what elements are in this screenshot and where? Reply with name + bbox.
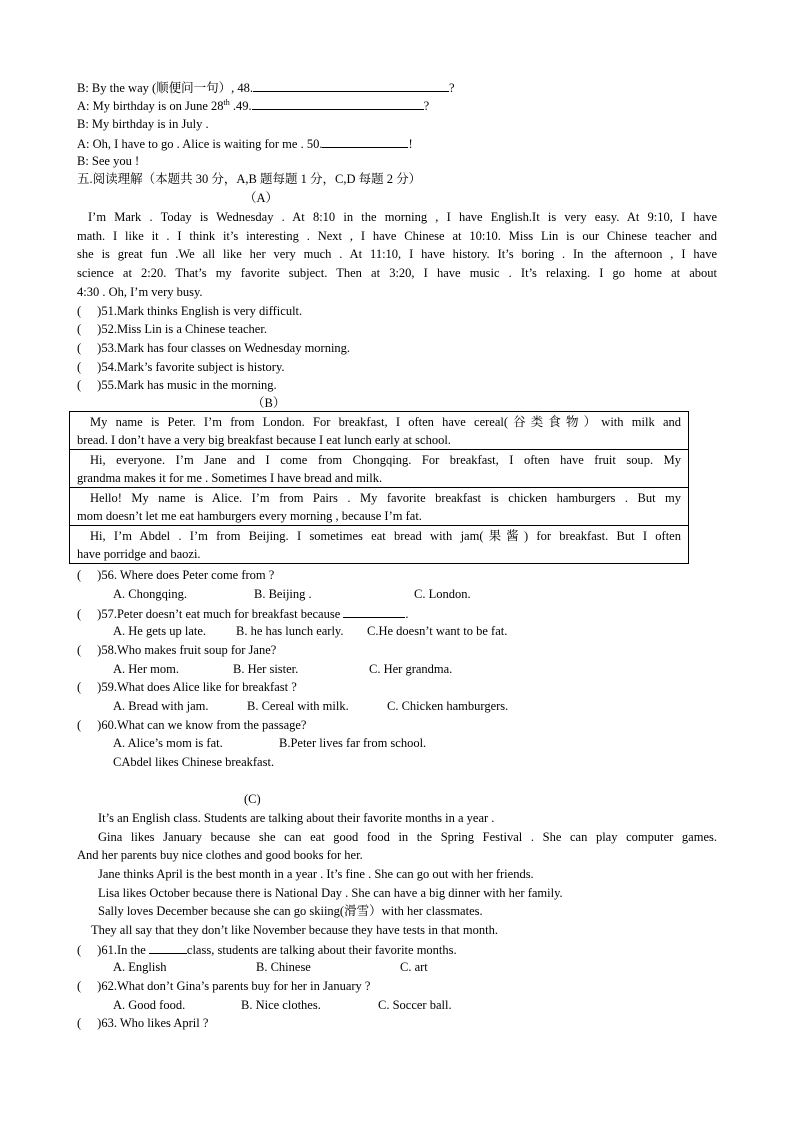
answer-blank-61[interactable] [149,941,187,954]
row-text: My name is Peter. I’m from London. For breakfast, I often have cereal(谷类食物）with milk and [90,415,681,429]
table-row-alice [70,488,688,526]
dialogue-text: .49. [229,99,252,113]
answer-paren[interactable]: ( [77,568,82,582]
passage-c-line: They all say that they don’t like November because they have tests in that month. [91,923,498,937]
dialogue-text: ? [423,99,430,113]
question-text: 53.Mark has four classes on Wednesday morning. [101,341,351,355]
passage-a-line: I’m Mark . Today is Wednesday . At 8:10 in the morning , I have English.It is very easy. At 9:10, I have [88,210,717,224]
dialogue-line-48 [77,79,455,96]
question-57 [77,605,409,622]
option-c[interactable]: C. London. [414,587,471,601]
dialogue-line-50 [77,135,413,152]
question-51 [77,303,302,319]
option-b[interactable]: B.Peter lives far from school. [279,736,427,750]
row-text: grandma makes it for me . Sometimes I have bread and milk. [77,471,383,485]
question-text: . [405,607,409,621]
passage-c-line: Sally loves December because she can go skiing(滑雪）with her classmates. [98,904,483,918]
row-text: Hi, I’m Abdel . I’m from Beijing. I sometimes eat bread with jam(果酱) for breakfast. But I often [90,529,681,543]
passage-a-line: science at 2:20. That’s my favorite subject. Then at 3:20, I have music . It’s relaxing. I go home at about [77,266,717,280]
answer-blank-48[interactable] [253,79,449,92]
row-text: mom doesn’t let me eat hamburgers every morning , because I’m fat. [77,509,422,523]
option-b[interactable]: B. Her sister. [233,662,299,676]
question-52 [77,321,267,337]
option-c[interactable]: C. Chicken hamburgers. [387,699,509,713]
passage-c-line: Jane thinks April is the best month in a year . It’s fine . She can go out with her friends. [98,867,534,881]
question-55 [77,377,277,393]
answer-paren[interactable]: ( [77,680,82,694]
passage-c-line: Gina likes January because she can eat good food in the Spring Festival . She can play computer games. [98,830,717,844]
option-c[interactable]: C. art [400,960,428,974]
passage-a-line: math. I like it . I think it’s interesting . Next , I have Chinese at 10:10. Miss Lin is our Chinese teacher and [77,229,717,243]
answer-paren[interactable]: ) [97,718,102,732]
passage-c-line: And her parents buy nice clothes and good books for her. [77,848,363,862]
passage-a-line: she is great fun .We all like her very much . At 11:10, I have history. It’s boring . In the afternoon , I have [77,247,717,261]
answer-paren[interactable]: ( [77,360,82,374]
answer-paren[interactable]: ) [97,341,102,355]
option-b[interactable]: B. Chinese [256,960,311,974]
answer-paren[interactable]: ) [97,943,102,957]
question-text: 56. Where does Peter come from ? [101,568,275,582]
answer-paren[interactable]: ( [77,718,82,732]
option-a[interactable]: A. Chongqing. [113,587,187,601]
answer-paren[interactable]: ) [97,680,102,694]
passage-label-c: (C) [244,792,261,806]
answer-paren[interactable]: ( [77,304,82,318]
answer-paren[interactable]: ( [77,607,82,621]
answer-paren[interactable]: ) [97,643,102,657]
option-b[interactable]: B. he has lunch early. [236,624,344,638]
answer-paren[interactable]: ( [77,943,82,957]
answer-paren[interactable]: ) [97,378,102,392]
answer-paren[interactable]: ) [97,979,102,993]
answer-blank-50[interactable] [322,135,408,148]
question-text: 60.What can we know from the passage? [101,718,307,732]
question-62 [77,978,370,994]
option-c[interactable]: C.He doesn’t want to be fat. [367,624,508,638]
table-row-abdel [70,526,688,563]
answer-blank-49[interactable] [252,97,424,110]
dialogue-line: B: See you ! [77,154,140,168]
table-row-peter [70,412,688,450]
answer-paren[interactable]: ( [77,322,82,336]
option-b[interactable]: B. Beijing . [254,587,312,601]
passage-c-line: Lisa likes October because there is National Day . She can have a big dinner with her family. [98,886,563,900]
dialogue-text: ! [408,137,413,151]
dialogue-line: B: My birthday is in July . [77,117,209,131]
question-text: 55.Mark has music in the morning. [101,378,277,392]
question-text: 54.Mark’s favorite subject is history. [101,360,285,374]
option-a[interactable]: A. English [113,960,167,974]
answer-paren[interactable]: ( [77,643,82,657]
question-text: 62.What don’t Gina’s parents buy for her in January ? [101,979,371,993]
question-54 [77,359,285,375]
answer-paren[interactable]: ( [77,979,82,993]
dialogue-line-49 [77,97,429,114]
row-text: Hi, everyone. I’m Jane and I come from Chongqing. For breakfast, I often have fruit soup. My [90,453,681,467]
question-text: 63. Who likes April ? [101,1016,209,1030]
option-a[interactable]: A. He gets up late. [113,624,207,638]
option-c[interactable]: C. Her grandma. [369,662,453,676]
question-60 [77,717,306,733]
question-59 [77,679,297,695]
question-text: 61.In the [101,943,146,957]
question-56 [77,567,274,583]
question-63 [77,1015,208,1031]
dialogue-text: ? [449,81,455,95]
answer-paren[interactable]: ( [77,341,82,355]
passage-a-line: 4:30 . Oh, I’m very busy. [77,285,203,299]
question-text: 58.Who makes fruit soup for Jane? [101,643,277,657]
table-row-jane [70,450,688,488]
option-b[interactable]: B. Nice clothes. [241,998,321,1012]
question-text: class, students are talking about their favorite months. [186,943,457,957]
row-text: have porridge and baozi. [77,547,201,561]
answer-paren[interactable]: ) [97,304,102,318]
answer-paren[interactable]: ) [97,360,102,374]
dialogue-text: A: Oh, I have to go . Alice is waiting for me . 50. [77,137,323,151]
passage-label-a: （A） [244,191,279,205]
option-a[interactable]: A. Her mom. [113,662,179,676]
breakfast-table [69,411,689,564]
row-text: Hello! My name is Alice. I’m from Pairs . My favorite breakfast is chicken hamburgers . But my [90,491,681,505]
question-53 [77,340,350,356]
option-c[interactable]: CAbdel likes Chinese breakfast. [113,755,275,769]
question-text: 57.Peter doesn’t eat much for breakfast because [101,607,341,621]
superscript: th [223,97,230,107]
answer-paren[interactable]: ) [97,607,102,621]
section-heading: 五.阅读理解（本题共 30 分，A,B 题每题 1 分，C,D 每题 2 分） [77,172,422,186]
dialogue-text: A: My birthday is on June 28 [77,99,224,113]
passage-c-line: It’s an English class. Students are talking about their favorite months in a year . [98,811,495,825]
question-text: 51.Mark thinks English is very difficult. [101,304,303,318]
option-c[interactable]: C. Soccer ball. [378,998,452,1012]
option-b[interactable]: B. Cereal with milk. [247,699,349,713]
answer-paren[interactable]: ) [97,1016,102,1030]
dialogue-text: B: By the way (顺便问一句）, 48. [77,81,254,95]
question-58 [77,642,276,658]
question-text: 52.Miss Lin is a Chinese teacher. [101,322,267,336]
question-61 [77,941,457,958]
answer-blank-57[interactable] [343,605,405,618]
option-a[interactable]: A. Bread with jam. [113,699,209,713]
answer-paren[interactable]: ) [97,322,102,336]
question-text: 59.What does Alice like for breakfast ? [101,680,297,694]
answer-paren[interactable]: ) [97,568,102,582]
passage-label-b: （B） [252,396,286,410]
option-a[interactable]: A. Good food. [113,998,186,1012]
row-text: bread. I don’t have a very big breakfast because I eat lunch early at school. [77,433,451,447]
answer-paren[interactable]: ( [77,378,82,392]
answer-paren[interactable]: ( [77,1016,82,1030]
option-a[interactable]: A. Alice’s mom is fat. [113,736,223,750]
